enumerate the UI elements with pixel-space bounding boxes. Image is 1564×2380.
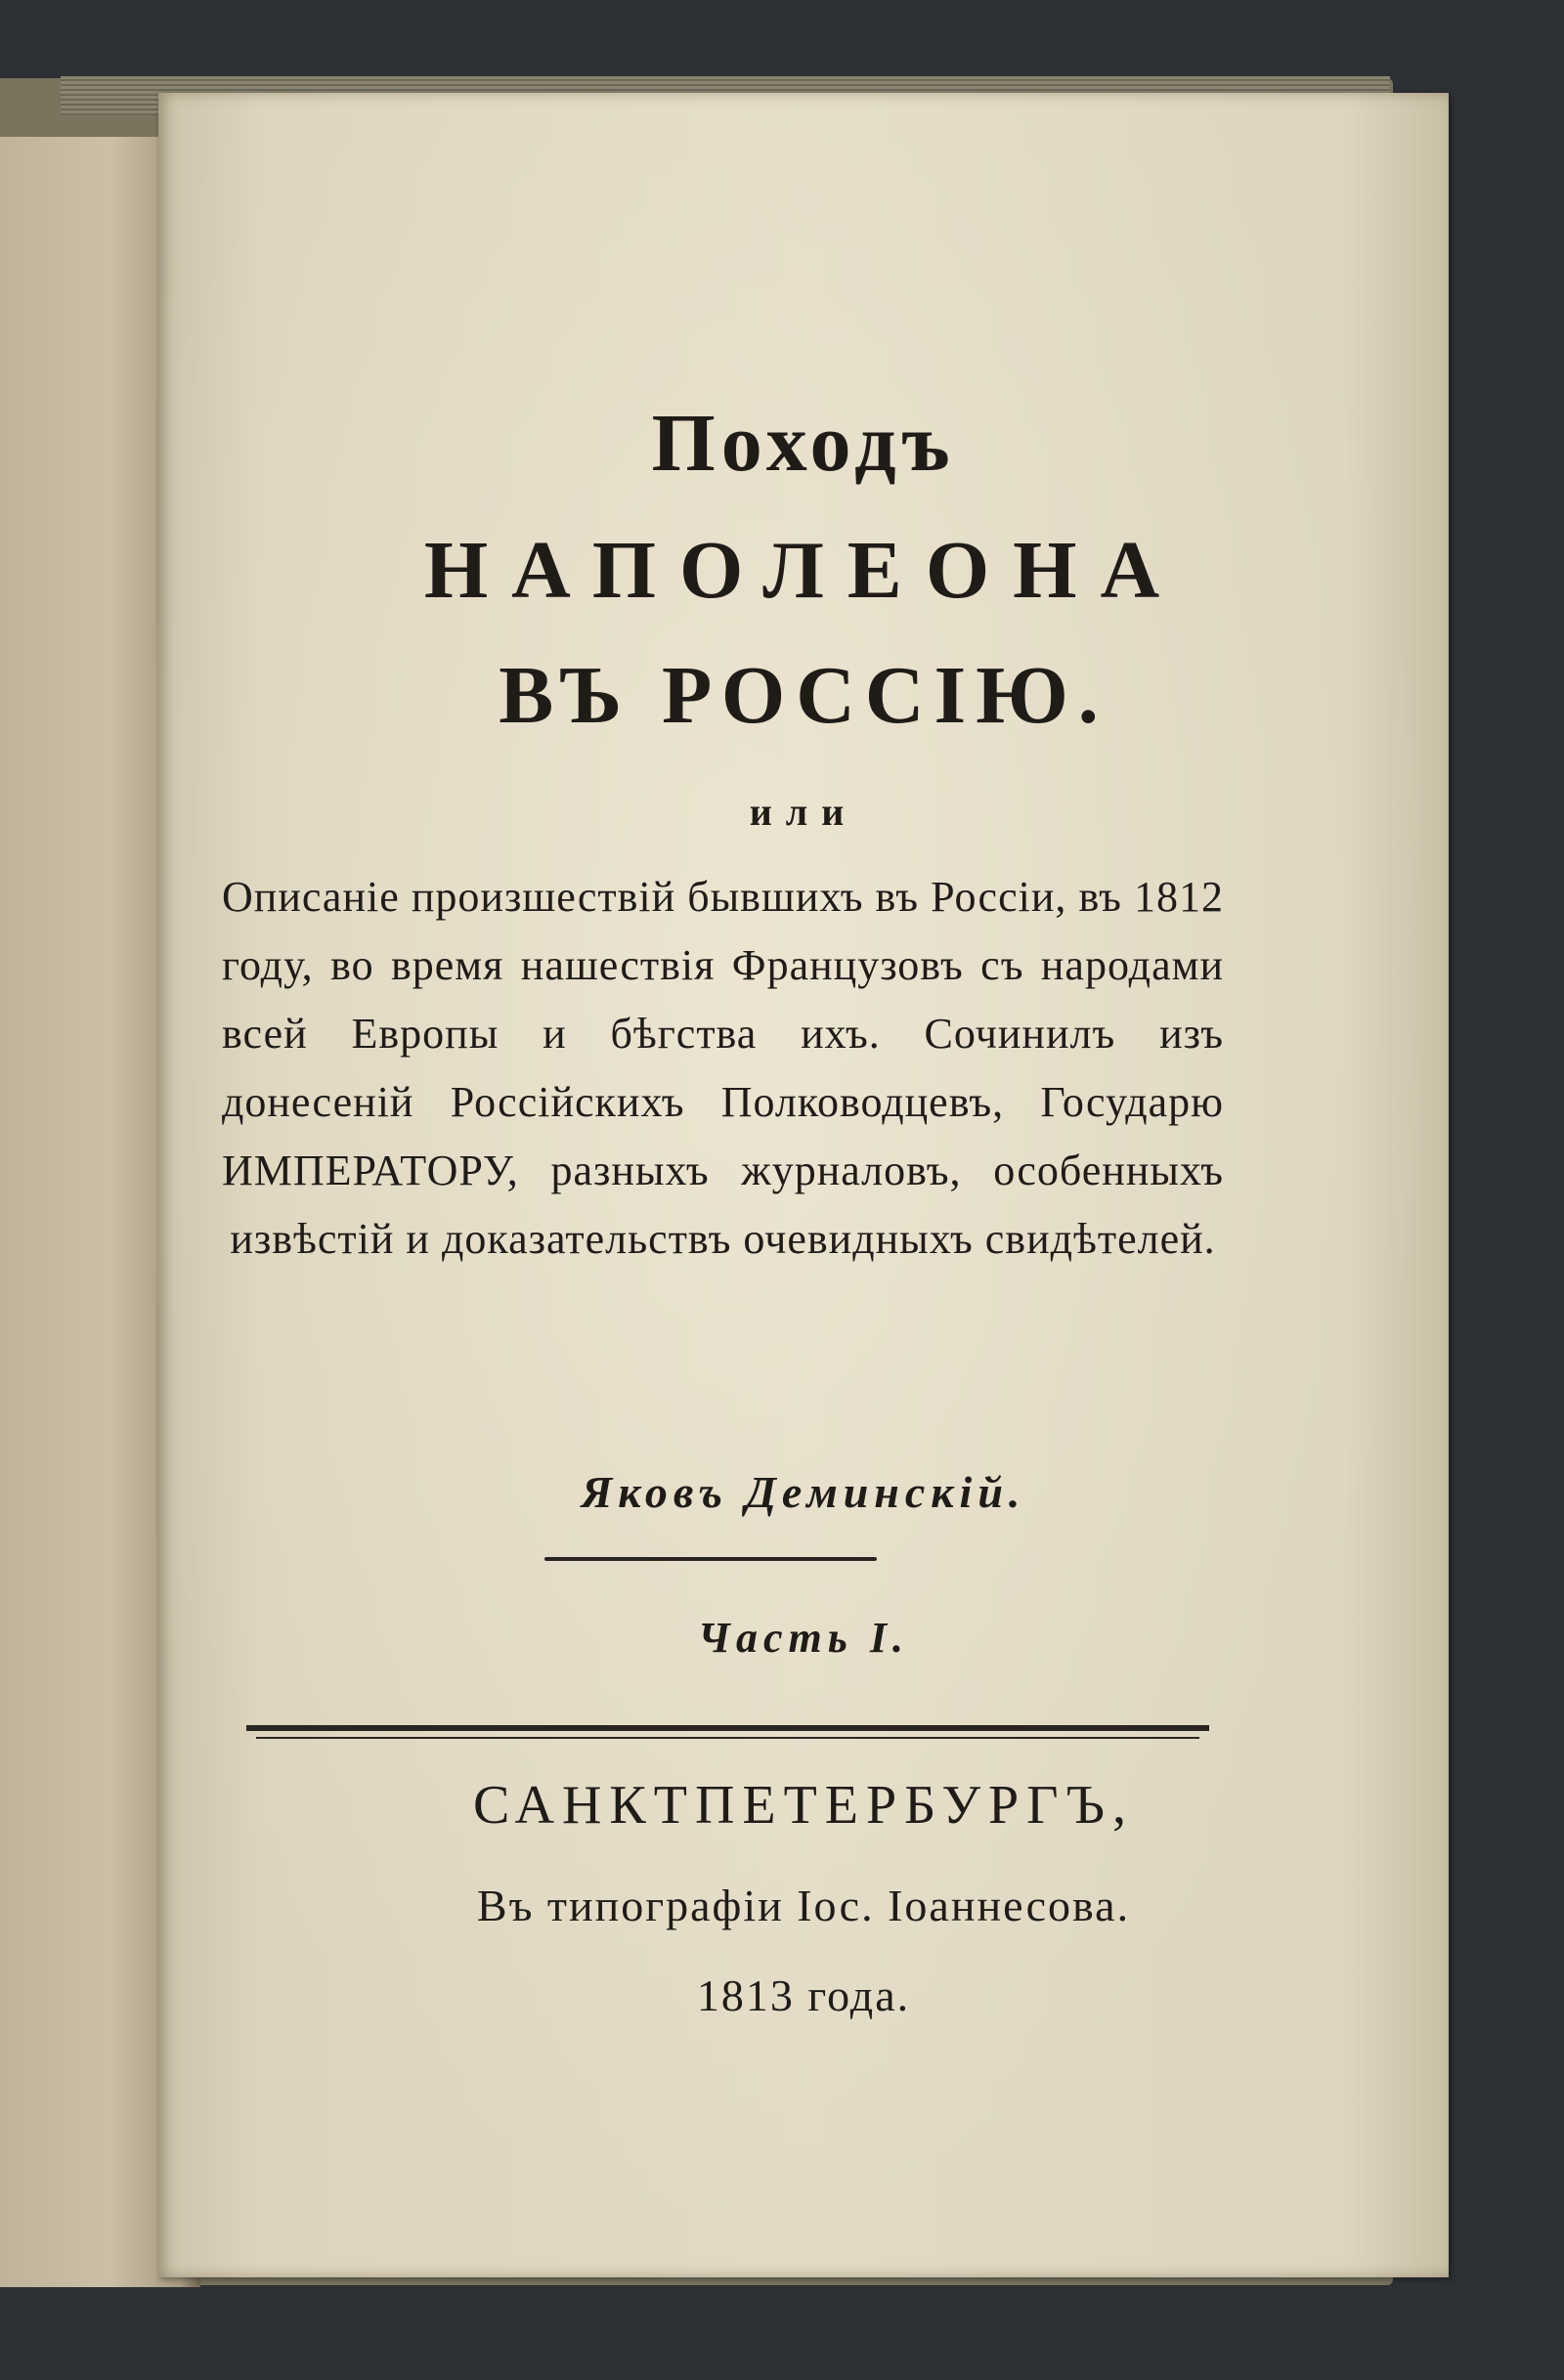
description-paragraph: Описаніе произшествій бывшихъ въ Россіи, въ 1812 году, во время нашествія Французовъ съ народами всей Европы и бѣгства ихъ. Сочинилъ изъ донесеній Россійскихъ Полководцевъ, Государю ИМПЕРАТОРУ, разныхъ журналовъ, особенныхъ извѣстій и доказательствъ очевидныхъ свидѣтелей. xyxy=(222,873,1224,1263)
divider-long-thin xyxy=(256,1737,1199,1739)
divider-short xyxy=(544,1557,877,1561)
title-line-1: Походъ xyxy=(651,398,956,489)
author: Яковъ Деминскій. xyxy=(581,1467,1026,1517)
imprint-printer: Въ типографіи Іос. Іоаннесова. xyxy=(476,1881,1131,1930)
connector-text: или xyxy=(749,790,858,834)
title-line-3: ВЪ РОССІЮ. xyxy=(499,650,1108,741)
title-page xyxy=(158,93,1449,2277)
imprint-year: 1813 года. xyxy=(696,1970,911,2020)
imprint-city: САНКТПЕТЕРБУРГЪ, xyxy=(472,1775,1135,1836)
divider-long xyxy=(246,1725,1209,1731)
title-line-2: НАПОЛЕОНА xyxy=(423,525,1184,616)
part-number: Часть I. xyxy=(698,1614,909,1662)
